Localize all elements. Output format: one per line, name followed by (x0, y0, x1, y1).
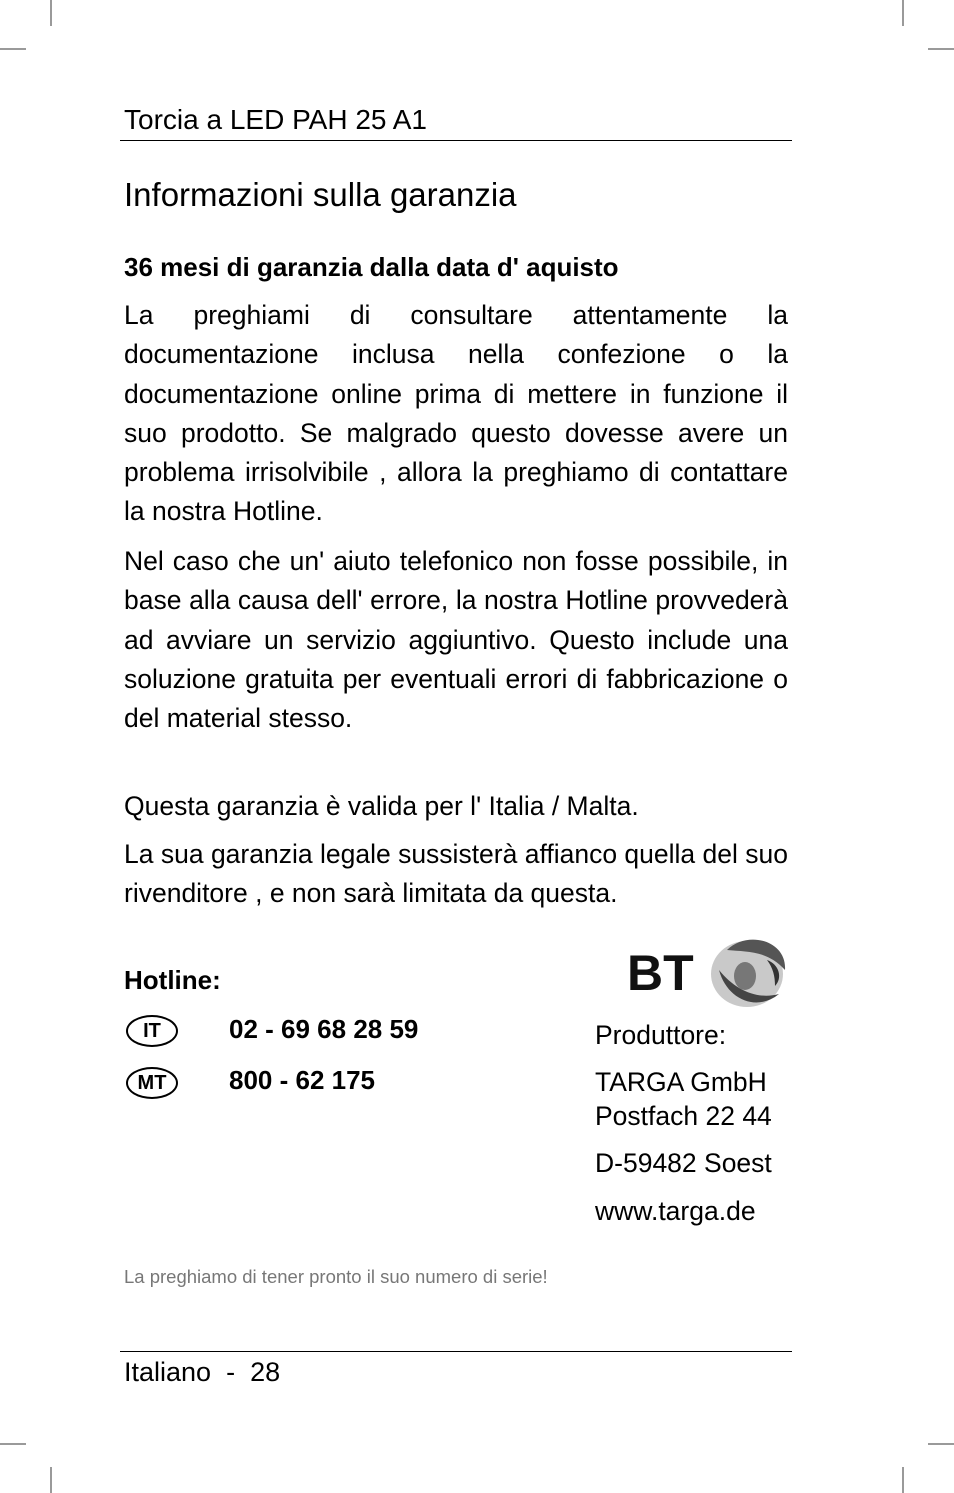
bt-piper-globe-icon (711, 940, 785, 1007)
crop-mark-bottom-right (928, 1443, 954, 1445)
paragraph-legal: La sua garanzia legale sussisterà affianco quella del suo rivenditore , e non sarà limitata da questa. (124, 839, 788, 909)
paragraph-service: Nel caso che un' aiuto telefonico non fosse possibile, in base alla causa dell' errore, la nostra Hotline provvederà ad avviare un servizio aggiuntivo. Questo include una soluzione gratuita per eventuali errori di fabbricazione o del material stesso. (124, 546, 788, 734)
bt-logo (627, 930, 791, 1010)
country-badge-mt: MT (126, 1067, 178, 1099)
crop-mark-bottom-left (50, 1467, 52, 1493)
crop-mark-top-right (902, 0, 904, 26)
footer-separator: - (226, 1357, 236, 1387)
phone-number-it[interactable]: 02 - 69 68 28 59 (229, 1014, 419, 1044)
footer-language: Italiano (124, 1357, 212, 1387)
serial-number-footnote: La preghiamo di tener pronto il suo numero di serie! (124, 1266, 548, 1287)
header-title: Torcia a LED PAH 25 A1 (124, 104, 427, 135)
manufacturer-company: TARGA GmbH (595, 1067, 767, 1097)
crop-mark-top-left (50, 0, 52, 26)
header-rule (120, 140, 792, 141)
warranty-subheading: 36 mesi di garanzia dalla data d' aquisto (124, 252, 619, 282)
hotline-label: Hotline: (124, 965, 221, 995)
manufacturer-website[interactable]: www.targa.de (595, 1196, 756, 1226)
crop-mark-top-left (0, 48, 26, 50)
section-title: Informazioni sulla garanzia (124, 176, 517, 213)
crop-mark-top-right (928, 48, 954, 50)
page-number: 28 (250, 1357, 281, 1387)
paragraph-validity: Questa garanzia è valida per l' Italia / Malta. (124, 791, 639, 821)
country-badge-it: IT (126, 1015, 178, 1047)
phone-number-mt[interactable]: 800 - 62 175 (229, 1065, 376, 1095)
footer-rule (120, 1351, 792, 1352)
manufacturer-city: D-59482 Soest (595, 1148, 772, 1178)
footer (124, 1356, 280, 1388)
paragraph-documentation: La preghiami di consultare attentamente la documentazione inclusa nella confezione o la documentazione online prima di mettere in funzione il suo prodotto. Se malgrado questo dovesse avere un problema irrisolvibile , allora la preghiamo di contattare la nostra Hotline. (124, 300, 788, 527)
manufacturer-postbox: Postfach 22 44 (595, 1101, 772, 1131)
crop-mark-bottom-left (0, 1443, 26, 1445)
bt-logo-text: BT (627, 945, 694, 1001)
manufacturer-label: Produttore: (595, 1020, 727, 1050)
crop-mark-bottom-right (902, 1467, 904, 1493)
